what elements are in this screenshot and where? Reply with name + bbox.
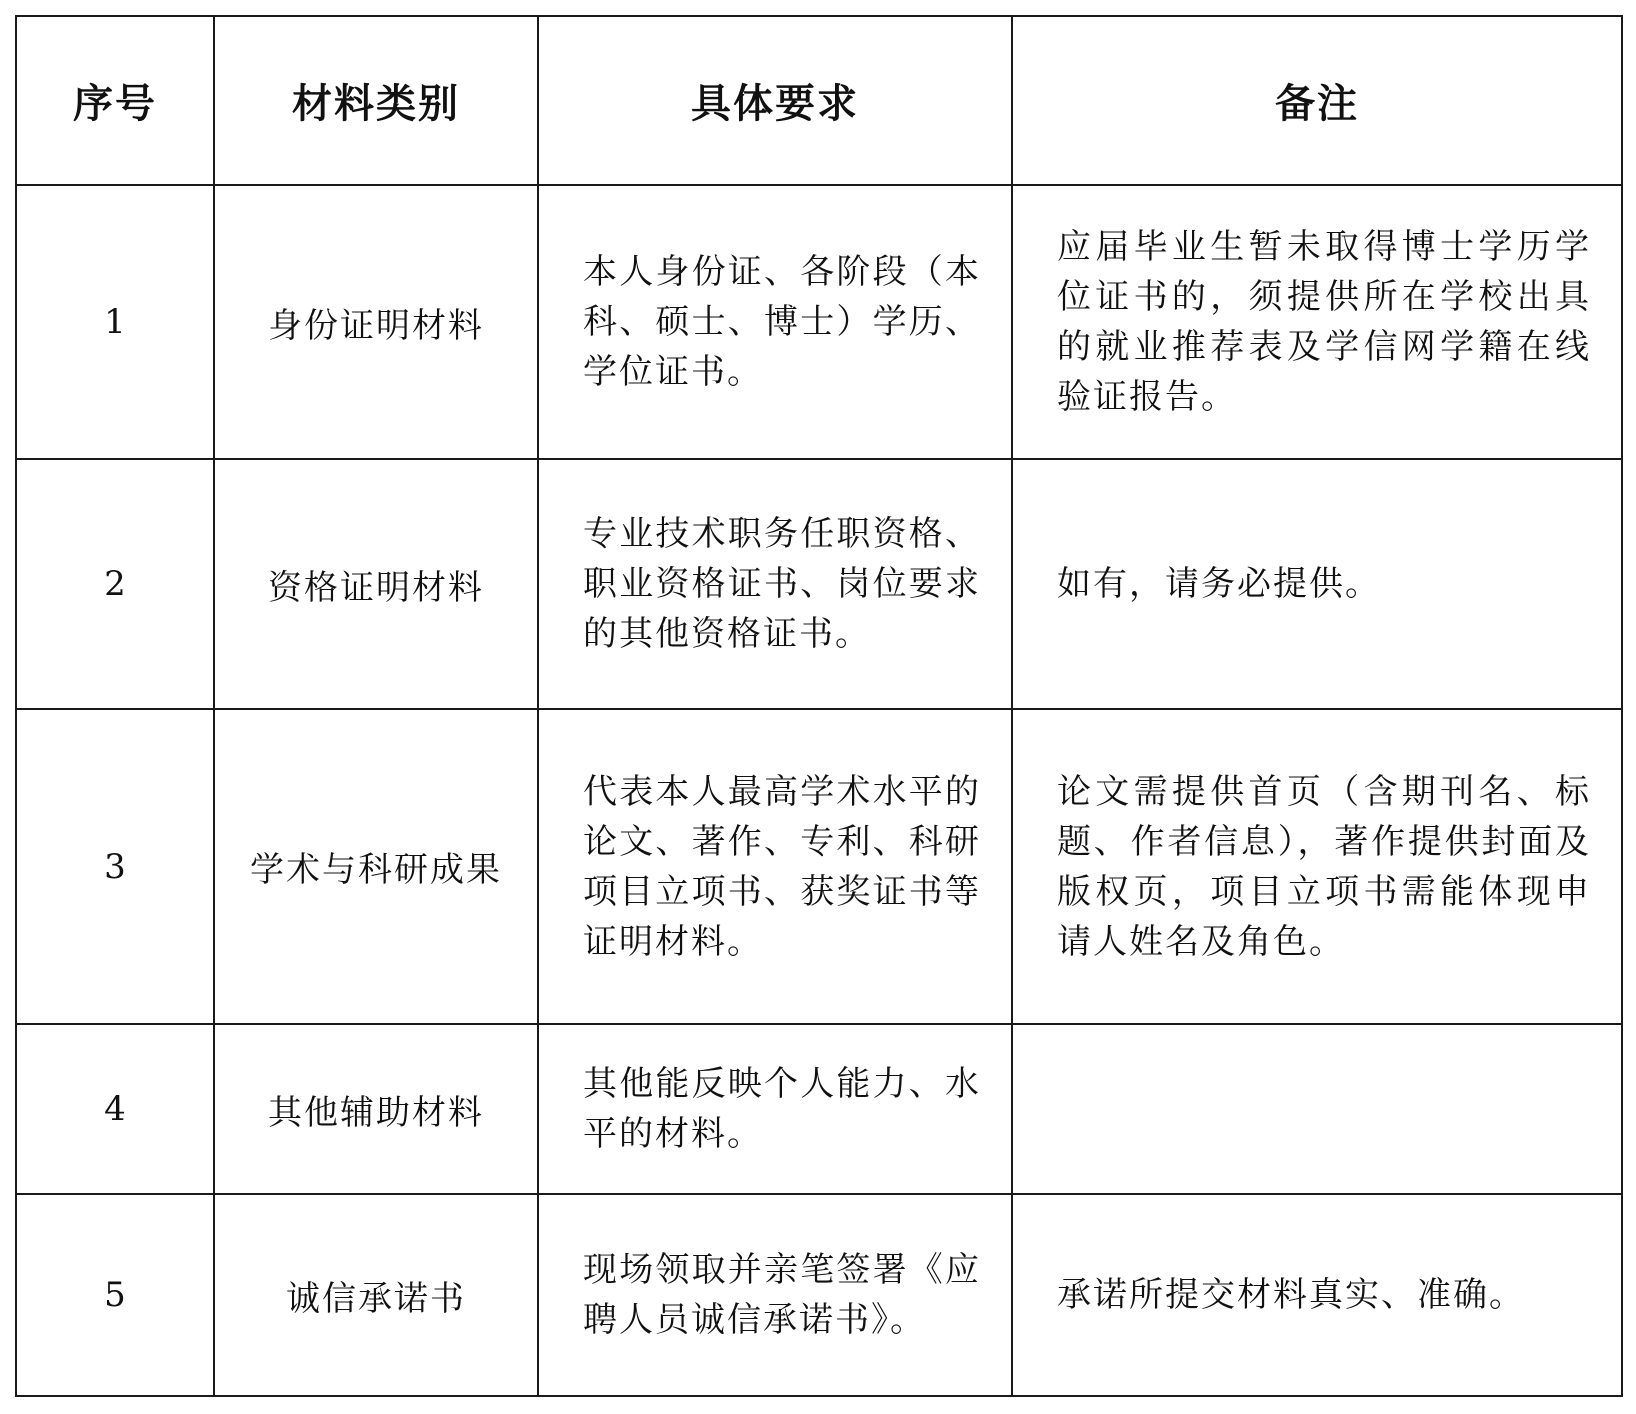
row-index: 4 xyxy=(16,1024,214,1194)
table-row xyxy=(16,709,1622,1024)
row-index: 3 xyxy=(16,709,214,1024)
row-note: 如有，请务必提供。 xyxy=(1012,459,1622,709)
table-row xyxy=(16,1024,1622,1194)
row-index: 2 xyxy=(16,459,214,709)
row-category: 资格证明材料 xyxy=(214,459,538,709)
header-category: 材料类别 xyxy=(214,16,538,185)
row-note xyxy=(1012,1024,1622,1194)
row-note: 承诺所提交材料真实、准确。 xyxy=(1012,1194,1622,1396)
table-row xyxy=(16,1194,1622,1396)
header-index: 序号 xyxy=(16,16,214,185)
table-row xyxy=(16,459,1622,709)
row-category: 其他辅助材料 xyxy=(214,1024,538,1194)
row-category: 诚信承诺书 xyxy=(214,1194,538,1396)
row-index: 5 xyxy=(16,1194,214,1396)
row-note: 论文需提供首页（含期刊名、标题、作者信息），著作提供封面及版权页，项目立项书需能体现申请人姓名及角色。 xyxy=(1012,709,1622,1024)
header-note: 备注 xyxy=(1012,16,1622,185)
row-requirement: 专业技术职务任职资格、职业资格证书、岗位要求的其他资格证书。 xyxy=(538,459,1012,709)
row-category: 学术与科研成果 xyxy=(214,709,538,1024)
row-requirement: 本人身份证、各阶段（本科、硕士、博士）学历、学位证书。 xyxy=(538,185,1012,459)
row-index: 1 xyxy=(16,185,214,459)
row-requirement: 其他能反映个人能力、水平的材料。 xyxy=(538,1024,1012,1194)
materials-table xyxy=(15,15,1623,1397)
row-requirement: 代表本人最高学术水平的论文、著作、专利、科研项目立项书、获奖证书等证明材料。 xyxy=(538,709,1012,1024)
table-header-row xyxy=(16,16,1622,185)
table-row xyxy=(16,185,1622,459)
row-note: 应届毕业生暂未取得博士学历学位证书的，须提供所在学校出具的就业推荐表及学信网学籍在线验证报告。 xyxy=(1012,185,1622,459)
header-requirement: 具体要求 xyxy=(538,16,1012,185)
row-category: 身份证明材料 xyxy=(214,185,538,459)
row-requirement: 现场领取并亲笔签署《应聘人员诚信承诺书》。 xyxy=(538,1194,1012,1396)
